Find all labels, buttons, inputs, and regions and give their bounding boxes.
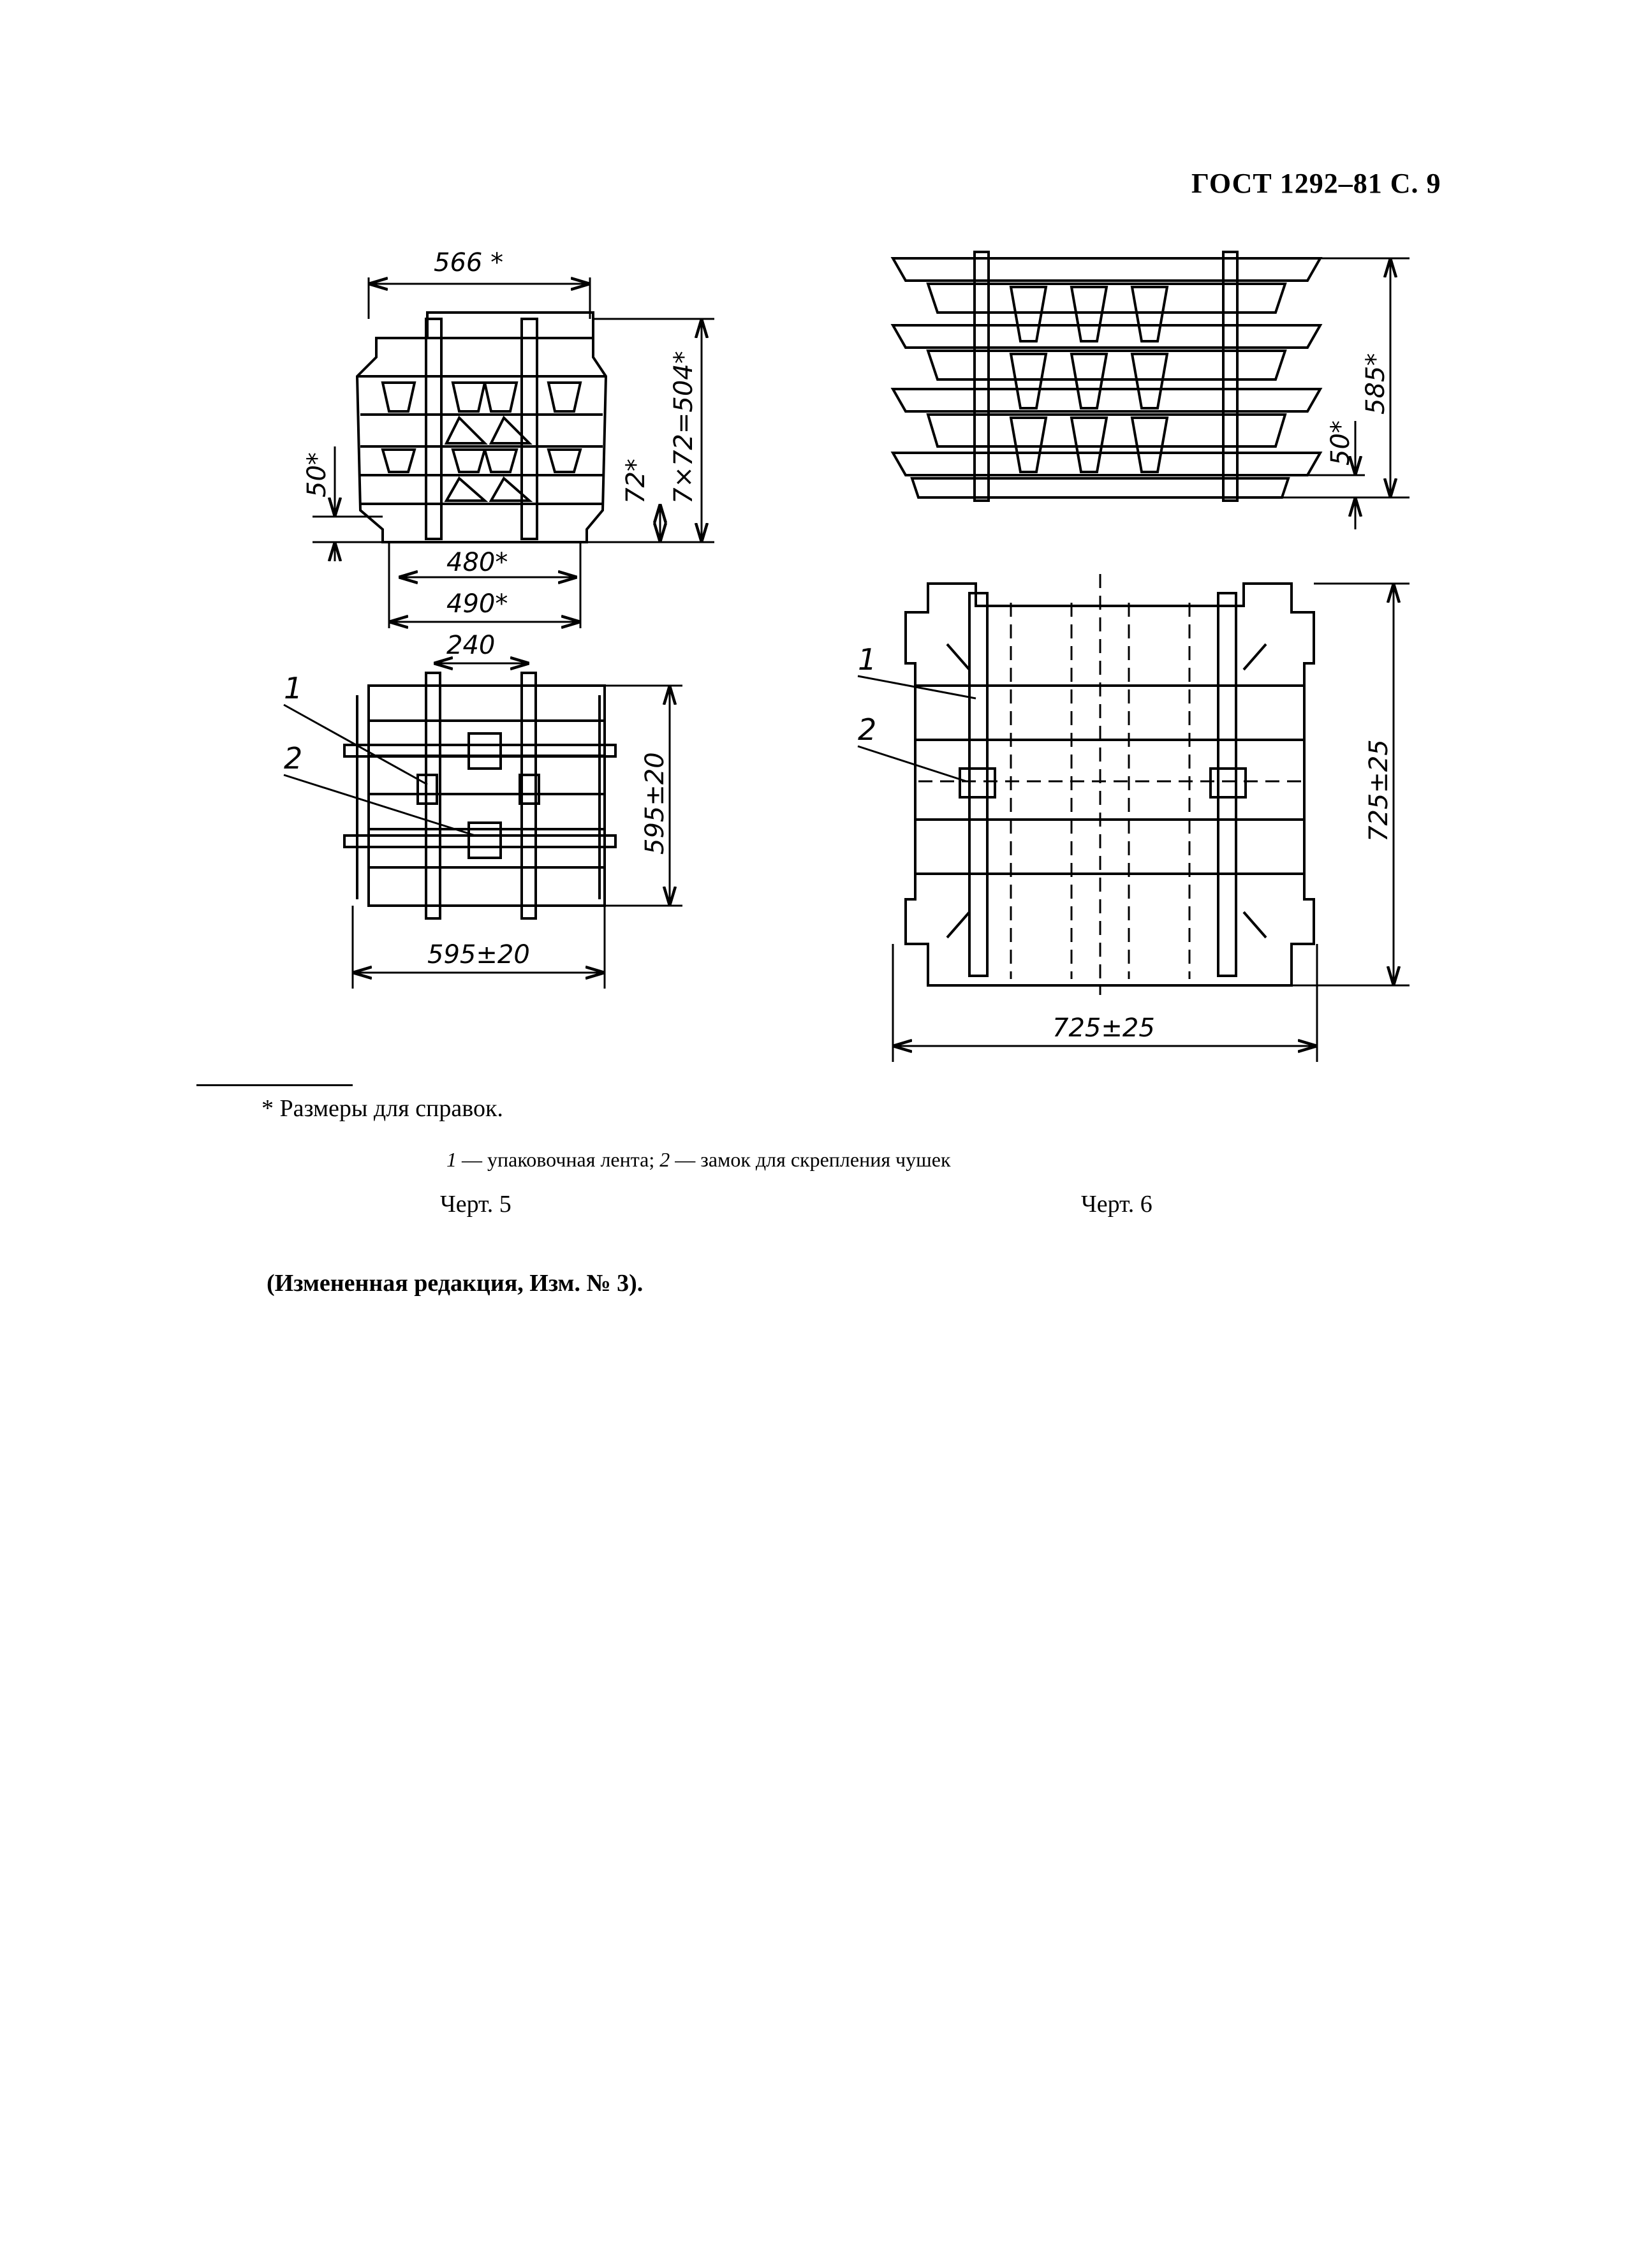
fig6-dim-725-height: 725±25 [1364, 739, 1394, 842]
legend [446, 1148, 951, 1172]
fig6-plan-hidden-lines [918, 574, 1301, 995]
fig6-plan-dimensions [858, 584, 1410, 1062]
fig5-dim-240: 240 [446, 631, 496, 660]
fig5-dim-72: 72* [621, 459, 651, 504]
fig6-dim-585: 585* [1361, 353, 1390, 415]
caption-fig6: Черт. 6 [1081, 1191, 1152, 1218]
fig5-dim-566: 566 * [434, 248, 504, 277]
legend-text-2: — замок для скрепления чушек [670, 1148, 951, 1171]
fig6-plan-view [906, 584, 1314, 985]
fig6-dim-725-width: 725±25 [1052, 1013, 1155, 1043]
fig5-plan-view [344, 673, 615, 918]
fig5-leader-1: 1 [284, 671, 303, 705]
fig5-dim-595-height: 595±20 [640, 752, 670, 855]
fig5-dim-480: 480* [446, 548, 508, 577]
fig5-side-view [357, 313, 606, 542]
fig6-side-view [893, 252, 1320, 501]
fig5-side-dimensions [313, 277, 714, 628]
fig5-dim-595-width: 595±20 [427, 940, 530, 969]
caption-fig5: Черт. 5 [440, 1191, 512, 1218]
legend-num-2: 2 [659, 1148, 670, 1171]
fig5-dim-490: 490* [446, 589, 508, 619]
fig6-leader-1: 1 [858, 642, 877, 677]
fig5-leader-2: 2 [284, 741, 303, 776]
fig5-dim-504: 7×72=504* [669, 351, 698, 504]
fig6-leader-2: 2 [858, 712, 877, 747]
legend-text-1: — упаковочная лента; [457, 1148, 660, 1171]
footnote: * Размеры для справок. [261, 1095, 503, 1122]
legend-num-1: 1 [446, 1148, 457, 1171]
footnote-rule [196, 1084, 353, 1086]
page-header: ГОСТ 1292–81 С. 9 [1191, 168, 1441, 199]
amendment-note: (Измененная редакция, Изм. № 3). [267, 1270, 644, 1297]
fig5-dim-50: 50* [302, 452, 332, 497]
fig6-side-dimensions [1282, 258, 1410, 529]
fig6-dim-50: 50* [1326, 420, 1355, 466]
